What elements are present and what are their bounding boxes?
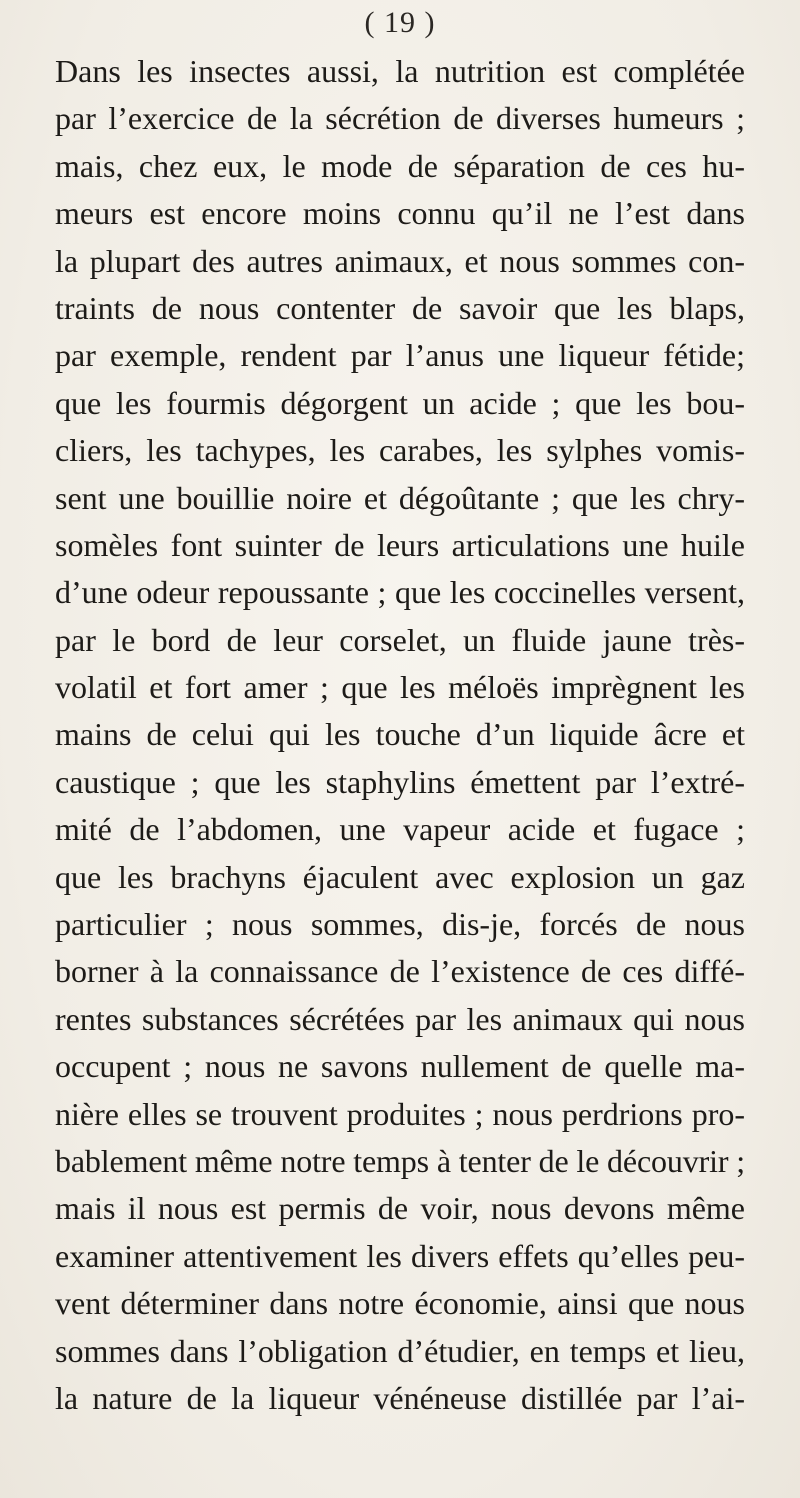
text-line: cliers, les tachypes, les carabes, les sylphes vomis- (55, 432, 745, 469)
text-line: mais il nous est permis de voir, nous devons même (55, 1190, 745, 1227)
text-line: d’une odeur repoussante ; que les coccinelles versent, (55, 574, 745, 611)
text-line: caustique ; que les staphylins émettent par l’extré- (55, 763, 745, 800)
text-line: examiner attentivement les divers effets qu’elles peu- (55, 1237, 745, 1274)
text-line: mais, chez eux, le mode de séparation de ces hu- (55, 147, 745, 184)
text-line: meurs est encore moins connu qu’il ne l’est dans (55, 195, 745, 232)
text-line: sommes dans l’obligation d’étudier, en temps et lieu, (55, 1332, 745, 1369)
text-line: Dans les insectes aussi, la nutrition est complétée (55, 53, 745, 89)
text-line: par l’exercice de la sécrétion de diverses humeurs ; (55, 100, 745, 137)
text-line: par le bord de leur corselet, un fluide jaune très- (55, 621, 745, 658)
text-line: mains de celui qui les touche d’un liquide âcre et (55, 716, 745, 753)
text-line: bablement même notre temps à tenter de le découvrir ; (55, 1142, 746, 1179)
text-line: particulier ; nous sommes, dis-je, forcés de nous (55, 906, 745, 943)
text-line: traints de nous contenter de savoir que les blaps, (55, 289, 745, 326)
text-line: nière elles se trouvent produites ; nous perdrions pro- (55, 1095, 745, 1132)
text-line: la nature de la liqueur vénéneuse distillée par l’ai- (55, 1379, 745, 1416)
text-line: par exemple, rendent par l’anus une liqueur fétide; (55, 337, 745, 374)
text-line: que les brachyns éjaculent avec explosion un gaz (55, 858, 745, 895)
text-line: volatil et fort amer ; que les méloës imprègnent les (55, 669, 745, 706)
text-line: que les fourmis dégorgent un acide ; que les bou- (55, 384, 745, 421)
text-line: rentes substances sécrétées par les animaux qui nous (55, 1000, 745, 1037)
text-line: la plupart des autres animaux, et nous sommes con- (55, 242, 745, 279)
page-number: ( 19 ) (364, 6, 436, 39)
text-line: sent une bouillie noire et dégoûtante ; que les chry- (55, 479, 745, 516)
text-line: somèles font suinter de leurs articulations une huile (55, 526, 745, 563)
text-line: mité de l’abdomen, une vapeur acide et fugace ; (55, 811, 745, 848)
text-line: occupent ; nous ne savons nullement de quelle ma- (55, 1048, 745, 1085)
body-text (55, 48, 745, 1422)
text-line: vent déterminer dans notre économie, ainsi que nous (55, 1285, 745, 1322)
text-line: borner à la connaissance de l’existence de ces diffé- (55, 953, 745, 990)
